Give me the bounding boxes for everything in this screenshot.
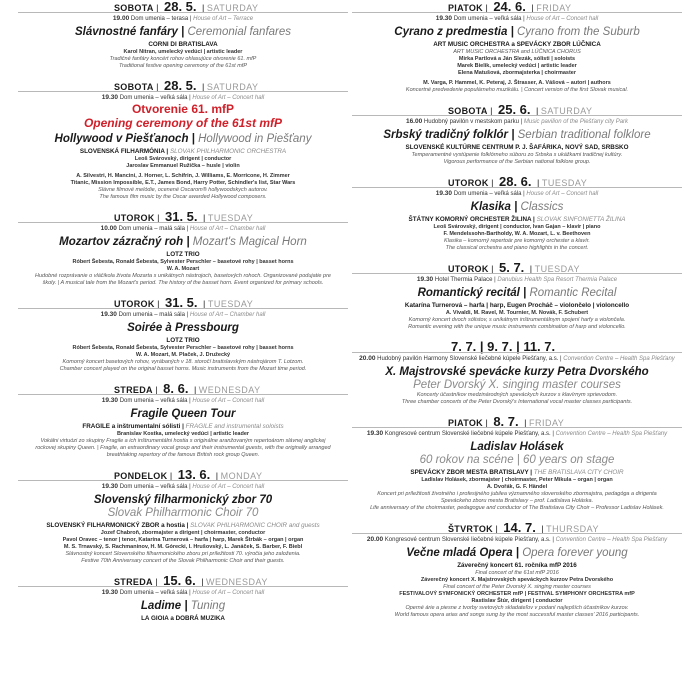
event-venue: 19.30 Dom umenia – veľká sála | House of Art – Concert hall bbox=[101, 397, 265, 404]
event-venue: 19.30 Dom umenia – veľká sála | House of Art – Concert hall bbox=[435, 15, 599, 22]
event-weekday: STREDA bbox=[114, 385, 153, 395]
event-weekday: PIATOK bbox=[448, 3, 483, 13]
event-venue-english: House of Art – Terrace bbox=[193, 16, 254, 22]
event-performer: SPEVÁCKY ZBOR MESTA BRATISLAVY | THE BRATISLAVA CITY CHOIR bbox=[410, 469, 624, 476]
event-title: Slávnostné fanfáry | Ceremonial fanfares bbox=[74, 26, 292, 38]
event-date: ŠTVRTOK | 14. 7. | THURSDAY bbox=[448, 520, 600, 535]
event-venue-name: Dom umenia – terasa bbox=[130, 16, 189, 22]
event-detail-line: Traditional festive opening ceremony of the 61st mfP bbox=[119, 63, 247, 69]
event-entry bbox=[352, 521, 682, 619]
event-entry bbox=[352, 103, 682, 166]
event-detail-line: Záverečný koncert X. Majstrovských speváckych kurzov Petra Dvorského bbox=[420, 577, 614, 583]
performer-name: SPEVÁCKY ZBOR MESTA BRATISLAVY bbox=[410, 469, 529, 476]
event-detail-line: Róbert Šebesta, Ronald Šebesta, Sylvester Perschler – basetové rohy | basset horns bbox=[72, 259, 294, 265]
event-detail-line: Romantic evening with the unique music instruments combination of harp and violoncello. bbox=[408, 324, 626, 330]
event-detail-line: Jaroslav Emmanuel Ružička – husle | violin bbox=[126, 163, 240, 169]
event-title-english: Classics bbox=[520, 201, 564, 213]
event-detail-line: Komorný koncert dvoch sólistov, s unikátnym inštrumentálnym spojení harfy a violončela. bbox=[408, 317, 626, 323]
event-date-number: 31. 5. bbox=[164, 295, 198, 310]
event-detail-line: Final concert of the Peter Dvorský X. singing master courses bbox=[443, 584, 591, 590]
event-detail-line: Vokálni virtuózi zo skupiny Fragile a ich inštrumentálni hostia s originálne aranžovaným repertoárom slávnej anglickej bbox=[40, 438, 326, 444]
event-title-english: Serbian traditional folklore bbox=[517, 129, 651, 141]
event-detail-line: Elena Matušová, zbormajsterka | choirmaster bbox=[457, 70, 576, 76]
event-title bbox=[18, 407, 348, 421]
event-date-line bbox=[352, 521, 682, 534]
event-weekday: STREDA bbox=[114, 577, 153, 587]
event-weekday: SOBOTA bbox=[448, 106, 488, 116]
event-weekday-english: THURSDAY bbox=[546, 524, 600, 534]
event-detail-line: Three chamber concerts of the Peter Dvorský's International vocal master classes participants. bbox=[401, 399, 633, 405]
event-detail-line: Vigorous performance of the Serbian national folklore group. bbox=[443, 159, 591, 165]
event-detail-line: Slávnostný koncert Slovenského filharmonického zboru pri príležitosti 70. výročia jeho založenia. bbox=[65, 551, 301, 557]
event-venue-english: House of Art – Concert hall bbox=[526, 191, 599, 197]
event-weekday: UTOROK bbox=[114, 299, 155, 309]
event-detail-line: Pavol Oravec – tenor | tenor, Katarína Turnerová – harfa | harp, Marek Štrbák – organ | organ bbox=[62, 537, 304, 543]
event-venue-name: Hudobný pavilón v mestskom parku bbox=[423, 119, 519, 125]
event-weekday: SOBOTA bbox=[114, 3, 154, 13]
event-detail-line: M. S. Trnavský, S. Rachmaninov, H. M. Górecki, I. Hrušovský, L. Janáček, S. Barber, F. Biebl bbox=[63, 544, 303, 550]
event-venue-name: Kongresové centrum Slovenské liečebné kúpele Piešťany, a.s. bbox=[384, 537, 551, 543]
event-venue-english: House of Art – Concert hall bbox=[192, 484, 265, 490]
event-weekday: PIATOK bbox=[448, 418, 483, 428]
performer-name: SLOVENSKÉ KULTÚRNE CENTRUM P. J. ŠAFÁRIKA, NOVÝ SAD, SRBSKO bbox=[405, 144, 629, 151]
event-title-main: Ladime bbox=[140, 600, 182, 612]
event-date-number: 28. 5. bbox=[163, 78, 197, 93]
event-weekday-english: SATURDAY bbox=[540, 106, 593, 116]
event-venue: 10.00 Dom umenia – malá sála | House of Art – Chamber hall bbox=[100, 225, 266, 232]
event-venue-name: Dom umenia – veľká sála bbox=[453, 16, 522, 22]
date-underline bbox=[352, 352, 682, 353]
event-date: STREDA | 8. 6. | WEDNESDAY bbox=[114, 381, 261, 396]
event-title bbox=[352, 365, 682, 379]
date-underline bbox=[18, 586, 348, 587]
event-date: UTOROK | 28. 6. | TUESDAY bbox=[448, 174, 588, 189]
date-underline bbox=[18, 222, 348, 223]
event-weekday-english: MONDAY bbox=[220, 471, 263, 481]
event-weekday-english: WEDNESDAY bbox=[206, 577, 268, 587]
event-detail-line: Festive 70th Anniversary concert of the Slovak Philharmonic Choir and their guests. bbox=[81, 558, 285, 564]
performer-name-english: SLOVAK PHILHARMONIC ORCHESTRA bbox=[169, 148, 287, 155]
date-underline bbox=[352, 273, 682, 274]
event-date: PONDELOK | 13. 6. | MONDAY bbox=[114, 467, 263, 482]
event-venue: 19.30 Dom umenia – veľká sála | House of Art – Concert hall bbox=[101, 589, 265, 596]
event-weekday-english: TUESDAY bbox=[207, 213, 254, 223]
event-detail-line: Life anniversary of the choirmaster, pedagogue and conductor of The Bratislava City Choir – Professor Ladislav Holásek. bbox=[370, 505, 664, 511]
event-date: SOBOTA | 28. 5. | SATURDAY bbox=[114, 0, 259, 14]
date-underline bbox=[18, 91, 348, 92]
event-venue-english: Convention Centre – Health Spa Piešťany bbox=[563, 356, 675, 362]
event-date: PIATOK | 8. 7. | FRIDAY bbox=[448, 414, 565, 429]
event-title-main: Hollywood v Piešťanoch bbox=[54, 133, 189, 145]
performer-name-english: SLOVAK PHILHARMONIC CHOIR and guests bbox=[190, 522, 320, 529]
event-venue: 19.30 Dom umenia – veľká sála | House of Art – Concert hall bbox=[101, 483, 265, 490]
program-column-left bbox=[18, 0, 348, 632]
event-venue-name: Hotel Thermia Palace bbox=[434, 277, 493, 283]
date-underline bbox=[18, 308, 348, 309]
performer-name: CORNI DI BRATISLAVA bbox=[148, 41, 218, 48]
event-title: Večne mladá Opera | Opera forever young bbox=[406, 547, 628, 559]
event-venue-english: House of Art – Concert hall bbox=[526, 16, 599, 22]
event-title-main: Romantický recitál bbox=[417, 287, 520, 299]
event-detail-line: World famous opera arias and songs sung by the most successful master classes' 2016 participants. bbox=[394, 612, 640, 618]
event-weekday: UTOROK bbox=[448, 178, 489, 188]
event-title-main: Soirée à Pressbourg bbox=[127, 322, 239, 334]
event-entry bbox=[352, 415, 682, 512]
event-detail-line: W. A. Mozart, M. Plaček, J. Družecký bbox=[135, 352, 231, 358]
event-detail-line: A. Silvestri, H. Mancini, J. Horner, L. Schifrin, J. Williams, E. Morricone, H. Zimmer bbox=[76, 173, 290, 179]
event-venue: 19.30 Dom umenia – veľká sála | House of Art – Concert hall bbox=[101, 94, 265, 101]
performer-name: SLOVENSKÝ FILHARMONICKÝ ZBOR a hostia bbox=[46, 522, 185, 529]
event-venue-name: Dom umenia – malá sála bbox=[118, 226, 185, 232]
event-venue: 20.00 Kongresové centrum Slovenské liečebné kúpele Piešťany, a.s. | Convention Centre – Health Spa Piešťany bbox=[366, 536, 668, 543]
event-title: Hollywood v Piešťanoch | Hollywood in Piešťany bbox=[54, 133, 312, 145]
event-venue-name: Dom umenia – veľká sála bbox=[453, 191, 522, 197]
event-venue-name: Dom umenia – veľká sála bbox=[119, 398, 188, 404]
event-detail-line: Branislav Kostka, umelecký vedúci | artistic leader bbox=[116, 431, 250, 437]
event-time: 19.00 bbox=[112, 15, 130, 22]
event-performer bbox=[18, 337, 348, 345]
event-entry bbox=[18, 0, 348, 70]
event-performer bbox=[352, 41, 682, 49]
event-title-main: Klasika bbox=[470, 201, 511, 213]
event-detail-line: Final concert of the 61st mfP 2016 bbox=[475, 570, 559, 576]
event-date-line bbox=[352, 261, 682, 274]
event-title: Klasika | Classics bbox=[470, 201, 564, 213]
event-time: 19.30 bbox=[366, 430, 384, 437]
event-performer bbox=[18, 615, 348, 623]
event-title-english: Opera forever young bbox=[522, 547, 628, 559]
event-date: SOBOTA | 25. 6. | SATURDAY bbox=[448, 102, 593, 117]
event-performer bbox=[352, 144, 682, 152]
event-detail-line: Tradičné fanfáry koncért rohov ohlasujúce otvorenie 61. mfP bbox=[109, 56, 257, 62]
event-venue: 19.30 Dom umenia – malá sála | House of Art – Chamber hall bbox=[100, 311, 266, 318]
event-date-number: 15. 6. bbox=[163, 573, 196, 588]
event-date: UTOROK | 31. 5. | TUESDAY bbox=[114, 209, 254, 224]
event-performer bbox=[352, 562, 682, 570]
event-detail-line: F. Mendelssohn-Bartholdy, W. A. Mozart, L. v. Beethoven bbox=[443, 231, 591, 237]
event-date-number: 31. 5. bbox=[164, 209, 198, 224]
event-time: 19.30 bbox=[416, 276, 434, 283]
date-underline bbox=[18, 12, 348, 13]
event-venue-english: Music pavilion of the Piešťany city Park bbox=[523, 119, 629, 125]
event-time: 20.00 bbox=[366, 536, 384, 543]
event-title: Romantický recitál | Romantic Recital bbox=[417, 287, 617, 299]
event-title-english: Ceremonial fanfares bbox=[187, 26, 292, 38]
event-weekday: PONDELOK bbox=[114, 471, 168, 481]
event-venue-name: Dom umenia – veľká sála bbox=[119, 590, 188, 596]
event-subtitle: Peter Dvorský X. singing master courses bbox=[413, 379, 621, 391]
program-column-right bbox=[352, 0, 682, 628]
performer-name: LA GIOIA a DOBRÁ MUZIKA bbox=[141, 615, 225, 622]
date-underline bbox=[18, 394, 348, 395]
event-venue-english: House of Art – Concert hall bbox=[192, 398, 265, 404]
event-entry bbox=[352, 340, 682, 406]
event-entry bbox=[18, 296, 348, 373]
event-detail-line: M. Varga, P. Hammel, K. Peteraj, J. Štrasser, A. Vášová – autori | authors bbox=[423, 80, 611, 86]
event-weekday: ŠTVRTOK bbox=[448, 524, 493, 534]
event-date-number: 25. 6. bbox=[497, 102, 531, 117]
event-date-number: 8. 6. bbox=[163, 381, 189, 396]
event-date-number: 14. 7. bbox=[503, 520, 536, 535]
event-venue-english: Convention Centre – Health Spa Piešťany bbox=[555, 537, 668, 543]
event-venue: 19.30 Kongresové centrum Slovenské liečebné kúpele Piešťany, a.s. | Convention Centre – Health Spa Piešťany bbox=[366, 430, 668, 437]
performer-name: LOTZ TRIO bbox=[166, 337, 200, 344]
event-weekday-english: FRIDAY bbox=[528, 418, 565, 428]
event-title: Cyrano z predmestia | Cyrano from the Suburb bbox=[394, 26, 640, 38]
event-performer bbox=[18, 41, 348, 49]
event-detail-line: Koncert pri príležitosti životného i profesijného jubilea významného slovenského zbormajstra, pedagóga a dirigenta bbox=[377, 491, 657, 497]
performer-name-english: SLOVAK SINFONIETTA ŽILINA bbox=[536, 216, 626, 223]
event-date: UTOROK | 31. 5. | TUESDAY bbox=[114, 295, 254, 310]
event-date-line bbox=[352, 340, 682, 353]
event-venue-english: House of Art – Concert hall bbox=[192, 590, 265, 596]
event-date-line bbox=[18, 210, 348, 223]
event-venue-english: Danubius Health Spa Resort Thermia Palace bbox=[497, 277, 618, 283]
event-weekday: UTOROK bbox=[448, 264, 489, 274]
event-weekday: SOBOTA bbox=[114, 82, 154, 92]
event-weekday-english: TUESDAY bbox=[541, 178, 588, 188]
event-subtitle: 60 rokov na scéne | 60 years on stage bbox=[419, 454, 615, 466]
event-date-line bbox=[352, 415, 682, 428]
event-date-line bbox=[18, 574, 348, 587]
event-title-main: Mozartov zázračný roh bbox=[59, 236, 184, 248]
event-time: 20.00 bbox=[359, 355, 376, 362]
event-entry bbox=[18, 468, 348, 565]
event-venue-name: Dom umenia – veľká sála bbox=[119, 484, 188, 490]
opening-ceremony-title-english: Opening ceremony of the 61st mfP bbox=[83, 116, 283, 130]
event-title-main: Večne mladá Opera bbox=[406, 547, 513, 559]
performer-name: ART MUSIC ORCHESTRA a SPEVÁCKY ZBOR LÚČNICA bbox=[433, 41, 601, 48]
event-date: PIATOK | 24. 6. | FRIDAY bbox=[448, 0, 572, 14]
event-date-line bbox=[18, 296, 348, 309]
event-entry bbox=[18, 574, 348, 623]
performer-name: Záverečný koncert 61. ročníka mfP 2016 bbox=[457, 562, 577, 569]
event-entry bbox=[352, 0, 682, 94]
event-detail-line: Jozef Chabroň, zbormajster a dirigent | choirmaster, conductor bbox=[100, 530, 266, 536]
event-venue-english: Convention Centre – Health Spa Piešťany bbox=[555, 431, 668, 437]
event-time: 19.30 bbox=[101, 397, 119, 404]
event-title: Srbský tradičný folklór | Serbian traditional folklore bbox=[383, 129, 651, 141]
event-entry bbox=[18, 382, 348, 459]
event-date-number: 24. 6. bbox=[493, 0, 526, 14]
event-weekday-english: SATURDAY bbox=[206, 3, 259, 13]
event-title bbox=[352, 440, 682, 454]
event-time: 19.30 bbox=[435, 190, 453, 197]
event-detail-line: Ladislav Holásek, zbormajster | choirmaster, Peter Mikula – organ | organ bbox=[421, 477, 613, 483]
event-detail-line: Speváckeho zboru mesta Bratislavy – prof. Ladislava Holáska. bbox=[440, 498, 594, 504]
event-detail-line: Karol Nitran, umelecký vedúci | artistic leader bbox=[123, 49, 243, 55]
event-title-english: Romantic Recital bbox=[529, 287, 617, 299]
event-entry bbox=[18, 79, 348, 201]
event-detail-line: Mirka Partlová a Ján Slezák, sólisti | soloists bbox=[458, 56, 576, 62]
event-detail-line: Slávne filmové melódie, ocenené Oscarom® hollywoodskych autorov. bbox=[98, 187, 268, 193]
event-date-number: 28. 6. bbox=[498, 174, 532, 189]
event-venue-name: Dom umenia – veľká sála bbox=[119, 95, 188, 101]
performer-name: Katarína Turnerová – harfa | harp, Eugen Procháč – violončelo | violoncello bbox=[404, 302, 630, 309]
performer-name: SLOVENSKÁ FILHARMÓNIA bbox=[79, 148, 165, 155]
event-venue-name: Kongresové centrum Slovenské liečebné kúpele Piešťany, a.s. bbox=[384, 431, 551, 437]
event-venue: 19.30 Dom umenia – veľká sála | House of Art – Concert hall bbox=[435, 190, 599, 197]
event-title bbox=[18, 321, 348, 335]
event-title: Ladime | Tuning bbox=[140, 600, 226, 612]
event-date: SOBOTA | 28. 5. | SATURDAY bbox=[114, 78, 259, 93]
event-time: 19.30 bbox=[100, 311, 117, 318]
event-date-line bbox=[18, 79, 348, 92]
event-detail-line: Koncerty účastníkov medzinárodných speváckych kurzov s klavírnym sprievodom. bbox=[416, 392, 618, 398]
event-date-line bbox=[18, 382, 348, 395]
event-venue-name: Dom umenia – malá sála bbox=[118, 312, 185, 318]
event-title-main: Cyrano z predmestia bbox=[394, 26, 508, 38]
event-title bbox=[18, 493, 348, 507]
event-detail-line: Marek Bielik, umelecký vedúci | artistic leader bbox=[457, 63, 577, 69]
date-underline bbox=[352, 187, 682, 188]
event-detail-line: Operné árie a piesne z tvorby svetových skladateľov v podaní najlepších účastníkov kurzov. bbox=[405, 605, 629, 611]
event-detail-line: Koncertné predvedenie populárneho muzikálu. | Concert version of the first Slovak musical. bbox=[405, 87, 629, 93]
event-title: Mozartov zázračný roh | Mozart's Magical Horn bbox=[59, 236, 307, 248]
performer-name-english: FRAGILE and instrumental soloists bbox=[185, 423, 284, 430]
event-detail-line: FESTIVALOVÝ SYMFONICKÝ ORCHESTER mfP | FESTIVAL SYMPHONY ORCHESTRA mfP bbox=[399, 591, 635, 597]
performer-name-english: THE BRATISLAVA CITY CHOIR bbox=[533, 469, 624, 476]
event-date: UTOROK | 5. 7. | TUESDAY bbox=[448, 260, 580, 275]
event-detail-line: Temperamentné vystúpenie folklórneho súboru zo Srbska s ukážkami tradičnej kultúry. bbox=[411, 152, 623, 158]
event-detail-line: Hudobné rozprávanie o vláčikola života Mozarta s unikátnych nástrojoch, basetových rohoch. Organizované podujatie pre bbox=[35, 273, 331, 279]
event-venue: 19.30 Hotel Thermia Palace | Danubius Health Spa Resort Thermia Palace bbox=[416, 276, 618, 283]
event-title-main: Slovenský filharmonický zbor 70 bbox=[93, 494, 273, 506]
event-title-english: Mozart's Magical Horn bbox=[192, 236, 307, 248]
event-date-line bbox=[352, 0, 682, 13]
event-entry bbox=[18, 210, 348, 287]
event-time: 19.30 bbox=[101, 94, 119, 101]
date-underline bbox=[18, 480, 348, 481]
event-weekday-english: TUESDAY bbox=[207, 299, 254, 309]
event-detail-line: Rastislav Štúr, dirigent | conductor bbox=[471, 598, 563, 604]
event-detail-line: Leoš Svárovský, dirigent | conductor bbox=[134, 156, 232, 162]
event-weekday-english: SATURDAY bbox=[206, 82, 259, 92]
event-detail-line: Titanic, Mission Impossible, E.T., James Bond, Harry Potter, Schindler's list, Star Wars bbox=[70, 180, 296, 186]
event-date-number: 8. 7. bbox=[493, 414, 519, 429]
event-detail-line: The classical orchestra and piano highlights in the concert. bbox=[445, 245, 589, 251]
event-date-line bbox=[18, 0, 348, 13]
event-venue-english: House of Art – Chamber hall bbox=[189, 226, 266, 232]
event-performer bbox=[352, 302, 682, 310]
event-title-main: Srbský tradičný folklór bbox=[383, 129, 509, 141]
event-detail-line: breathtaking repertory of the famous British rock group Queen. bbox=[106, 452, 260, 458]
event-title-english: Hollywood in Piešťany bbox=[198, 133, 312, 145]
event-date-number: 5. 7. bbox=[498, 260, 525, 275]
event-title-main: X. Majstrovské spevácke kurzy Petra Dvorského bbox=[385, 366, 649, 378]
event-venue: 20.00 Hudobný pavilón Harmony Slovenské liečebné kúpele Piešťany, a.s. | Convention Centre – Health Spa Piešťany bbox=[359, 355, 675, 362]
event-entry bbox=[352, 261, 682, 331]
event-date-line bbox=[352, 175, 682, 188]
performer-name: FRAGILE a inštrumentalní sólisti bbox=[82, 423, 181, 430]
event-time: 16.00 bbox=[405, 118, 423, 125]
event-detail-line: rockovej skupiny Queen. | Fragile, an extraordinary vocal group and their instrumental guests, with the originally arranged bbox=[35, 445, 331, 451]
event-weekday: UTOROK bbox=[114, 213, 155, 223]
date-underline bbox=[352, 533, 682, 534]
event-performer: ŠTÁTNY KOMORNÝ ORCHESTER ŽILINA | SLOVAK SINFONIETTA ŽILINA bbox=[408, 216, 626, 223]
event-performer bbox=[18, 251, 348, 259]
date-underline bbox=[352, 427, 682, 428]
opening-ceremony-title: Otvorenie 61. mfP bbox=[131, 102, 235, 116]
event-detail-line: Klasika – komorný repertoár pre komorný orchester a klavír. bbox=[444, 238, 590, 244]
event-venue-name: Hudobný pavilón Harmony Slovenské liečebné kúpele Piešťany, a.s. bbox=[377, 356, 559, 362]
event-title-main: Fragile Queen Tour bbox=[130, 408, 236, 420]
event-venue: 19.00 Dom umenia – terasa | House of Art – Terrace bbox=[112, 15, 254, 22]
event-weekday-english: TUESDAY bbox=[534, 264, 580, 274]
date-underline bbox=[352, 115, 682, 116]
event-time: 19.30 bbox=[101, 483, 119, 490]
event-venue-english: House of Art – Chamber hall bbox=[189, 312, 266, 318]
event-detail-line: Róbert Šebesta, Ronald Šebesta, Sylvester Perschler – basetové rohy | basset horns bbox=[72, 345, 294, 351]
event-title-english: Tuning bbox=[190, 600, 226, 612]
event-date-line bbox=[352, 103, 682, 116]
event-title-main: Ladislav Holásek bbox=[470, 441, 564, 453]
event-weekday-english: WEDNESDAY bbox=[198, 385, 261, 395]
event-performer: SLOVENSKÝ FILHARMONICKÝ ZBOR a hostia | SLOVAK PHILHARMONIC CHOIR and guests bbox=[46, 522, 320, 529]
event-detail-line: W. A. Mozart bbox=[166, 266, 200, 272]
event-time: 19.30 bbox=[435, 15, 453, 22]
event-detail-line: Leoš Svárovský, dirigent | conductor, Ivan Gajan – klavír | piano bbox=[433, 224, 601, 230]
event-date-number: 7. 7. | 9. 7. | 11. 7. bbox=[451, 339, 556, 354]
event-detail-line: A. Vivaldi, M. Ravel, M. Tournier, M. Novák, F. Schubert bbox=[445, 310, 589, 316]
date-underline bbox=[352, 12, 682, 13]
event-title-english: Cyrano from the Suburb bbox=[517, 26, 640, 38]
event-performer: FRAGILE a inštrumentalní sólisti | FRAGILE and instrumental soloists bbox=[82, 423, 284, 430]
event-date-line bbox=[18, 468, 348, 481]
performer-name: LOTZ TRIO bbox=[166, 251, 200, 258]
event-venue: 16.00 Hudobný pavilón v mestskom parku | Music pavilion of the Piešťany city Park bbox=[405, 118, 629, 125]
event-title-main: Slávnostné fanfáry bbox=[74, 26, 178, 38]
event-venue-english: House of Art – Concert hall bbox=[192, 95, 265, 101]
event-detail-line: The famous film music by the Oscar awarded Hollywood composers. bbox=[99, 194, 267, 200]
event-performer: SLOVENSKÁ FILHARMÓNIA | SLOVAK PHILHARMONIC ORCHESTRA bbox=[79, 148, 287, 155]
event-entry bbox=[352, 175, 682, 252]
event-date-number: 13. 6. bbox=[177, 467, 211, 482]
event-detail-line: školy. | A musical tale from the Mozart's period. The history of the basset horn. Event organized for primary schools. bbox=[42, 280, 324, 286]
performer-name: ŠTÁTNY KOMORNÝ ORCHESTER ŽILINA bbox=[408, 216, 532, 223]
event-subtitle: Slovak Philharmonic Choir 70 bbox=[107, 507, 259, 519]
event-time: 19.30 bbox=[101, 589, 119, 596]
event-date: STREDA | 15. 6. | WEDNESDAY bbox=[114, 573, 268, 588]
event-weekday-english: FRIDAY bbox=[536, 3, 572, 13]
event-date-number: 28. 5. bbox=[163, 0, 197, 14]
event-detail-line: Chamber concert played on the original basset horns. Music instruments from the Mozart time period. bbox=[59, 366, 307, 372]
event-detail-line: A. Dvořák, G. F. Händel bbox=[486, 484, 548, 490]
event-time: 10.00 bbox=[100, 225, 117, 232]
event-detail-line: Komorný koncert basetových rohov, vyrábaných v 18. storočí bratislavským nástrojárom T. Lotzom. bbox=[62, 359, 304, 365]
event-detail-line: ART MUSIC ORCHESTRA and LÚČNICA CHORUS bbox=[453, 49, 581, 55]
